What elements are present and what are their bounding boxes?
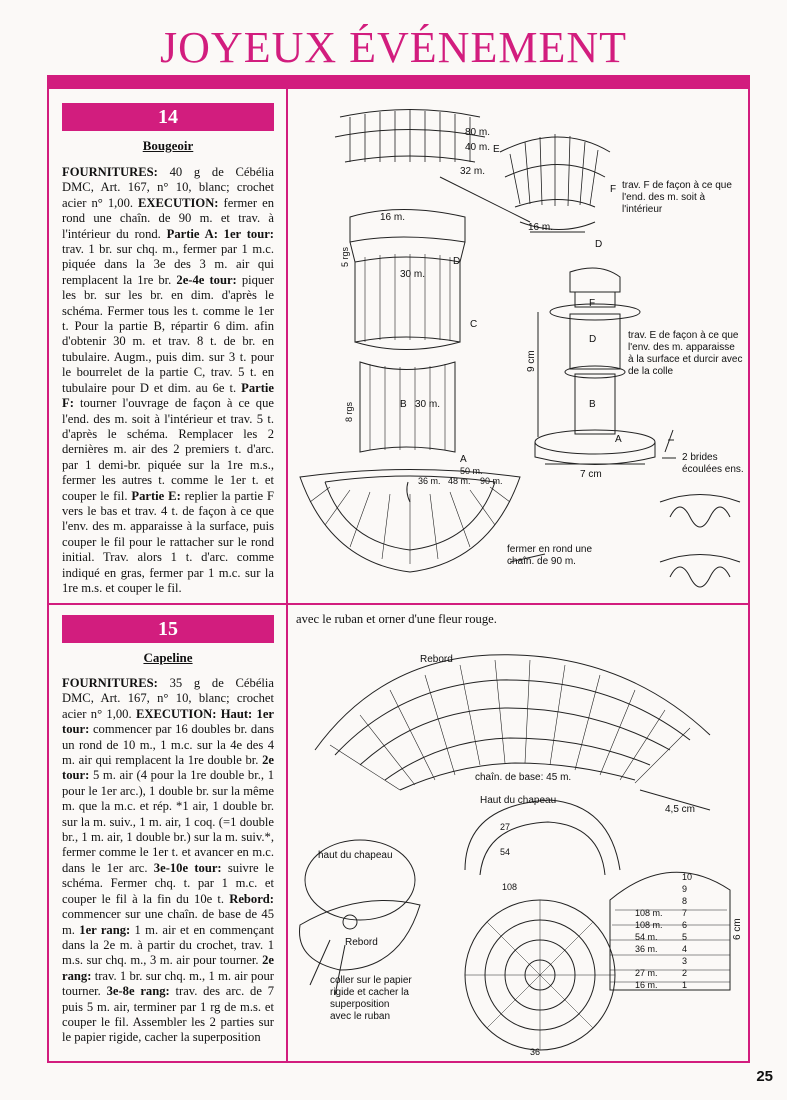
- label-36m: 36 m.: [418, 476, 441, 486]
- column-divider: [286, 89, 288, 1063]
- r2-text: trav. 1 br. sur chq. m., 1 m. air pour tourner.: [62, 968, 274, 999]
- r1-label: 1er rang:: [74, 922, 131, 937]
- partF-label: Partie F:: [62, 380, 274, 411]
- label-32m: 32 m.: [460, 166, 486, 177]
- row-number: 7: [682, 908, 688, 918]
- page-title: JOYEUX ÉVÉNEMENT: [160, 23, 627, 72]
- label-r27: 27: [500, 822, 511, 832]
- label-40m: 40 m.: [465, 142, 491, 153]
- label-F: F: [610, 184, 617, 195]
- note-coller: coller sur le papier rigide et cacher la superposition avec le ruban: [330, 975, 412, 1022]
- rebord-text: commencer sur une chaîn. de base de 45 m.: [62, 907, 274, 937]
- label-45cm: 4,5 cm: [665, 804, 696, 815]
- row-number: 6: [682, 920, 688, 930]
- label-A-holder: A: [615, 434, 622, 445]
- label-C: C: [470, 319, 478, 330]
- note-rond: fermer en rond une chaîn. de 90 m.: [507, 544, 593, 567]
- r1-text: 1 m. air et en commençant dans la 2e m. à partir du crochet, trav. 1 m.s. sur chq. m., 3 m. air pour tourner.: [62, 922, 274, 968]
- label-rebord-2: Rebord: [345, 937, 378, 948]
- fournitures-text: 40 g de Cébélia DMC, Art. 167, n° 10, blanc; crochet acier n° 1,00.: [62, 165, 274, 210]
- note-E: trav. E de façon à ce que l'env. des m. apparaisse à la surface et durcir avec de la colle: [628, 330, 743, 377]
- label-16m-b: 16 m.: [528, 222, 554, 233]
- pattern-15-number: 15: [62, 615, 274, 643]
- label-9cm: 9 cm: [526, 350, 537, 372]
- row-label: 16 m.: [635, 980, 658, 990]
- r2-label: 2e rang:: [62, 953, 274, 983]
- label-50m: 50 m.: [460, 466, 483, 476]
- row-number: 4: [682, 944, 688, 954]
- fournitures-label-15: FOURNITURES:: [62, 676, 158, 690]
- t2-label: 2e tour:: [62, 753, 274, 783]
- pattern-14-instructions: [62, 165, 274, 596]
- row-number: 3: [682, 956, 688, 966]
- label-E: E: [493, 144, 500, 155]
- label-rebord: Rebord: [420, 654, 453, 665]
- label-6cm: 6 cm: [732, 918, 743, 940]
- row-label: 36 m.: [635, 944, 658, 954]
- label-r54: 54: [500, 847, 511, 857]
- label-haut-du-chapeau: haut du chapeau: [318, 850, 393, 861]
- row-label: 108 m.: [635, 920, 663, 930]
- row-label: 54 m.: [635, 932, 658, 942]
- section-divider: [47, 603, 750, 605]
- r3-text: trav. des arc. de 7 puis 5 m. air, terminer par 1 rg de m.s. et couper le fil. Assembler les 2 parties sur le papier rigide, cacher la superposition: [62, 984, 274, 1045]
- label-16m-a: 16 m.: [380, 212, 406, 223]
- row-label: 27 m.: [635, 968, 658, 978]
- partF-text: tourner l'ouvrage de façon à ce que l'end. des m. soit à l'intérieur et trav. 5 t. d'après le schéma. Remplacer les 2 dernières m. air des 2 premiers t. d'arc. par 1 demi-br. piquée sur la 1re m.s., fermer les autres t. comme le 1er t. et couper le fil.: [62, 396, 274, 503]
- partA-text: trav. 1 br. sur chq. m., fermer par 1 m.c. piquée dans la 3e des 3 m. air qui remplacent la 1re br.: [62, 242, 274, 287]
- continued-text: avec le ruban et orner d'une fleur rouge.: [296, 612, 497, 626]
- row-number: 8: [682, 896, 688, 906]
- fournitures-label: FOURNITURES:: [62, 165, 158, 179]
- rebord-label: Rebord:: [224, 891, 274, 906]
- label-7cm: 7 cm: [580, 469, 602, 480]
- pattern-14-name: Bougeoir: [142, 138, 194, 153]
- pattern-15-name: Capeline: [143, 650, 193, 665]
- execution-label: EXECUTION:: [138, 195, 219, 210]
- t3-text: suivre le schéma. Fermer chq. t. par 1 m.c. et couper le fil à la fin du 10e t.: [62, 860, 274, 906]
- pattern-14-number: 14: [62, 103, 274, 131]
- label-haut-chapeau: Haut du chapeau: [480, 795, 557, 806]
- label-B-holder: B: [589, 399, 596, 410]
- label-D-holder: D: [589, 334, 597, 345]
- label-5rgs: 5 rgs: [340, 246, 350, 267]
- page-number: 25: [756, 1068, 773, 1085]
- t2-text: 5 m. air (4 pour la 1re double br., 1 pour le 1er arc.), 1 double br. sur la même m. que la m.c. et rép. *1 air, 1 double br. sur la m. suiv., 1 m. air, 1 coq. (=1 double br., 1 m. air, 1 double br.) sur la m. suiv.*, fermer comme le 1er t. et avancer en m.c. dans le 1er arc.: [62, 768, 274, 875]
- partE-label: Partie E:: [127, 488, 181, 503]
- label-F-holder: F: [589, 298, 596, 309]
- label-B: B: [400, 399, 407, 410]
- tours-text: piquer les br. sur les br. en dim. d'après le schéma. Fermer tous les t. comme le 1er t. Pour la partie B, répartir 6 dim. afin d'obtenir 30 m. et trav. 8 t. de br. en tubulaire. Augm., puis dim. sur 3 t. pour le bourrelet de la partie C, trav. 5 t. en tubulaire pour D et dim. au 6e t.: [62, 272, 274, 395]
- fournitures-text-15: 35 g de Cébélia DMC, Art. 167, n° 10, blanc; crochet acier n° 1,00.: [62, 676, 274, 721]
- row-label: 108 m.: [635, 908, 663, 918]
- label-30m-a: 30 m.: [400, 269, 426, 280]
- row-number: 2: [682, 968, 688, 978]
- note-F: trav. F de façon à ce que l'end. des m. soit à l'intérieur: [622, 180, 732, 215]
- partA-label: Partie A: 1er tour:: [160, 226, 274, 241]
- label-30m-b: 30 m.: [415, 399, 441, 410]
- label-80m: 80 m.: [465, 127, 491, 138]
- note-brides: 2 brides écoulées ens.: [682, 452, 744, 475]
- label-r36: 36: [530, 1047, 541, 1057]
- label-90m: 90 m.: [480, 476, 503, 486]
- partE-text: replier la partie F vers le bas et trav. 4 t. de façon à ce que l'env. des m. apparaisse à la surface, puis couper le fil pour le rattacher sur le rond initial. Trav. alors 1 t. d'arc. comme indiqué en gras, fermer par 1 m.c. sur la 1re m.s. et couper le fil.: [62, 488, 274, 595]
- label-D-top: D: [595, 239, 603, 250]
- label-48m: 48 m.: [448, 476, 471, 486]
- execution-text-15: commencer par 16 doubles br. dans un rond de 10 m., 1 m.c. sur la 4e des 4 m. air qui remplacent la 1re double br.: [62, 722, 274, 768]
- row-label-group: [635, 872, 692, 990]
- label-r108: 108: [502, 882, 518, 892]
- label-chain-base: chaîn. de base: 45 m.: [475, 772, 572, 783]
- execution-label-15: EXECUTION: Haut: 1er tour:: [62, 706, 275, 737]
- row-number: 1: [682, 980, 688, 990]
- row-number: 5: [682, 932, 688, 942]
- t3-label: 3e-10e tour:: [147, 860, 222, 875]
- row-number: 9: [682, 884, 688, 894]
- r3-label: 3e-8e rang:: [100, 984, 170, 999]
- execution-text: fermer en rond une chaîn. de 90 m. et trav. à l'intérieur du rond.: [62, 195, 274, 241]
- label-D: D: [453, 256, 461, 267]
- label-8rgs: 8 rgs: [344, 401, 354, 422]
- tours-label: 2e-4e tour:: [171, 272, 237, 287]
- row-number: 10: [682, 872, 693, 882]
- pattern-15-instructions: [62, 676, 274, 1046]
- label-A: A: [460, 454, 467, 465]
